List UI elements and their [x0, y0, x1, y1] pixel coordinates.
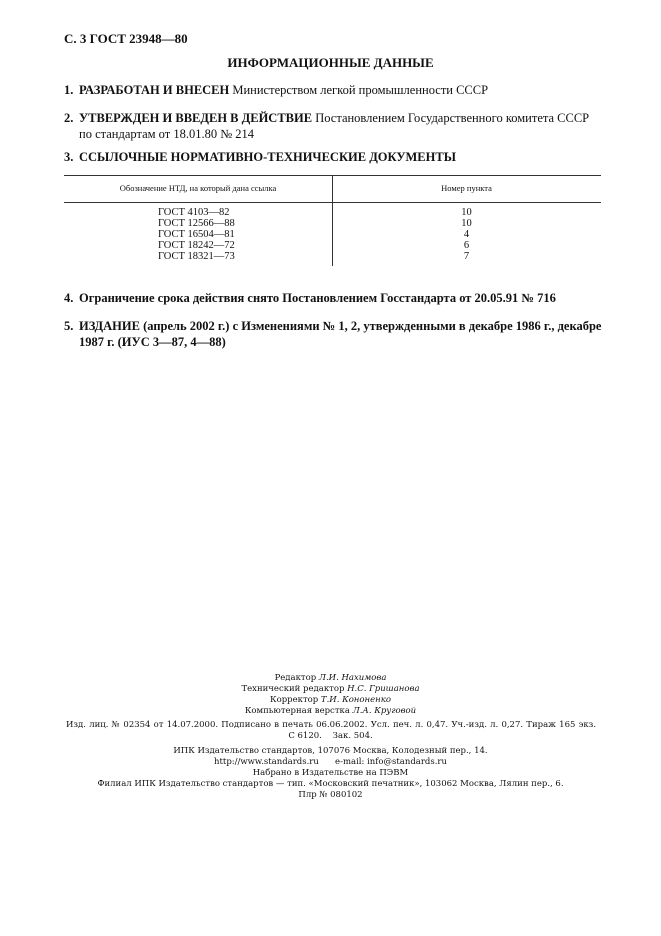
- info-item-1: [64, 82, 604, 98]
- publisher-branch: Филиал ИПК Издательство стандартов — тип. «Московский печатник», 103062 Москва, Лялин пер., 6.: [97, 779, 564, 789]
- table-cell-item-number: 6: [463, 240, 470, 251]
- info-item-4: [64, 290, 604, 306]
- staff-role: Корректор: [270, 695, 319, 705]
- table-cell-item-number: 4: [463, 229, 470, 240]
- publisher-typeset-note: Набрано в Издательстве на ПЭВМ: [252, 768, 409, 778]
- print-signed-date: Подписано в печать 06.06.2002.: [221, 720, 368, 730]
- staff-line: [0, 695, 661, 706]
- publisher-address: ИПК Издательство стандартов, 107076 Москва, Колодезный пер., 14.: [173, 746, 488, 756]
- staff-line: [0, 706, 661, 717]
- staff-role: Компьютерная верстка: [244, 706, 350, 716]
- table-cell-document: ГОСТ 18321—73: [158, 251, 235, 262]
- item-text: Постановлением Государственного комитета СССР по стандартам от 18.01.80 № 214: [79, 111, 590, 141]
- table-header-item-number: Номер пункта: [441, 183, 492, 193]
- table-row: [64, 251, 601, 262]
- item-text: Министерством легкой промышленности СССР: [229, 83, 489, 97]
- staff-role: Технический редактор: [241, 684, 345, 694]
- info-item-3: [64, 149, 604, 165]
- item-number: 4.: [64, 291, 74, 305]
- item-bold-text: ССЫЛОЧНЫЕ НОРМАТИВНО-ТЕХНИЧЕСКИЕ ДОКУМЕНТЫ: [79, 150, 456, 164]
- table-row: [64, 218, 601, 229]
- item-bold-text: УТВЕРЖДЕН И ВВЕДЕН В ДЕЙСТВИЕ: [79, 111, 313, 125]
- item-bold-text: ИЗДАНИЕ: [79, 319, 140, 333]
- table-header-document: Обозначение НТД, на который дана ссылка: [119, 183, 277, 193]
- table-row: [64, 240, 601, 251]
- item-text: (апрель 2002 г.) с Изменениями № 1, 2, утвержденными в декабре 1986 г., декабре 1987 г. (ИУС 3—87, 4—88): [79, 319, 602, 349]
- print-run: Тираж 165 экз.: [526, 720, 597, 730]
- table-cell-item-number: 10: [461, 207, 472, 218]
- staff-line: [0, 684, 661, 695]
- item-text: Ограничение срока действия снято Постановлением Госстандарта от 20.05.91 № 716: [79, 291, 556, 305]
- table-cell-document: ГОСТ 18242—72: [158, 240, 235, 251]
- table-cell-document: ГОСТ 12566—88: [158, 218, 235, 229]
- imprint-print-details: [66, 720, 596, 731]
- reference-table: [64, 175, 601, 266]
- item-bold-text: РАЗРАБОТАН И ВНЕСЕН: [79, 83, 230, 97]
- table-cell-document: ГОСТ 16504—81: [158, 229, 235, 240]
- staff-name: Т.И. Кононенко: [320, 695, 391, 705]
- staff-role: Редактор: [274, 673, 317, 683]
- page-header: С. 3 ГОСТ 23948—80: [64, 31, 188, 46]
- print-edition-sheets: Уч.-изд. л. 0,27.: [451, 720, 524, 730]
- table-cell-item-number: 7: [463, 251, 470, 262]
- print-order: Зак. 504.: [332, 731, 373, 741]
- imprint-publisher: [0, 746, 661, 801]
- print-sheets: Усл. печ. л. 0,47.: [370, 720, 449, 730]
- item-number: 1.: [64, 83, 74, 97]
- info-item-2: [64, 110, 604, 142]
- section-title: ИНФОРМАЦИОННЫЕ ДАННЫЕ: [227, 55, 434, 70]
- imprint-order-details: [0, 731, 661, 742]
- info-item-5: [64, 318, 604, 350]
- print-license: Изд. лиц. № 02354 от 14.07.2000.: [66, 720, 219, 730]
- publisher-contacts: http://www.standards.ru e-mail: info@standards.ru: [214, 757, 447, 767]
- item-number: 3.: [64, 150, 74, 164]
- table-cell-item-number: 10: [461, 218, 472, 229]
- staff-name: Л.А. Круговой: [352, 706, 417, 716]
- publisher-license: Плр № 080102: [298, 790, 363, 800]
- staff-name: Л.И. Нахимова: [318, 673, 387, 683]
- table-cell-document: ГОСТ 4103—82: [158, 207, 230, 218]
- table-body: [64, 207, 601, 262]
- staff-line: [0, 673, 661, 684]
- print-code: С 6120.: [288, 731, 322, 741]
- item-number: 5.: [64, 319, 74, 333]
- table-row: [64, 207, 601, 218]
- imprint-staff: [0, 673, 661, 717]
- staff-name: Н.С. Гришанова: [347, 684, 420, 694]
- table-row: [64, 229, 601, 240]
- item-number: 2.: [64, 111, 74, 125]
